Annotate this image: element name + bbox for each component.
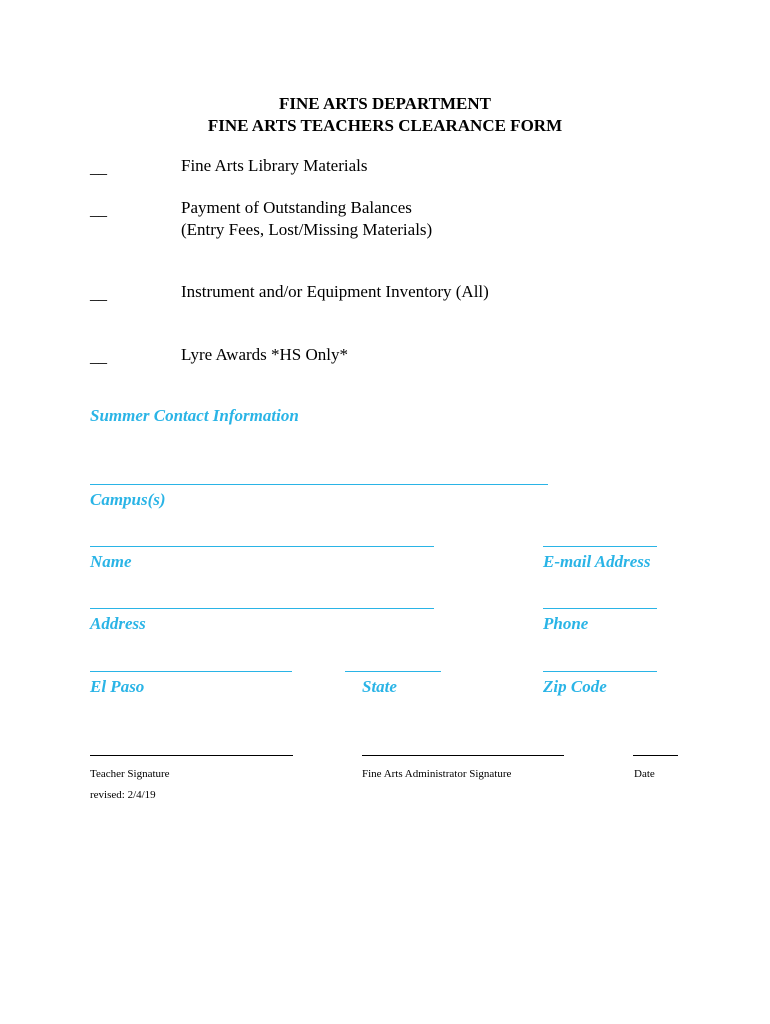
name-label: Name [90,552,132,571]
address-field-line[interactable] [90,608,434,609]
city-field-line[interactable] [90,671,292,672]
revised-date: revised: 2/4/19 [90,789,156,801]
name-field-line[interactable] [90,546,434,547]
checkbox-blank-balances[interactable]: __ [90,200,107,219]
state-label: State [362,677,397,696]
checklist-item-inventory: Instrument and/or Equipment Inventory (All) [181,282,489,301]
zip-field-line[interactable] [543,671,657,672]
checklist-item-library: Fine Arts Library Materials [181,156,368,175]
checklist-item-lyre: Lyre Awards *HS Only* [181,345,349,364]
zip-label: Zip Code [543,677,607,696]
checklist-item-balances-detail: (Entry Fees, Lost/Missing Materials) [181,220,433,239]
checkbox-blank-inventory[interactable]: __ [90,284,107,303]
date-label: Date [634,768,655,780]
date-line[interactable] [633,755,678,756]
phone-field-line[interactable] [543,608,657,609]
city-label: El Paso [90,677,145,696]
checklist-item-balances: Payment of Outstanding Balances [181,198,412,217]
phone-label: Phone [543,614,589,633]
email-label: E-mail Address [543,552,651,571]
summer-contact-heading: Summer Contact Information [90,406,299,425]
email-field-line[interactable] [543,546,657,547]
campus-field-line[interactable] [90,484,548,485]
administrator-signature-line[interactable] [362,755,564,756]
state-field-line[interactable] [345,671,441,672]
checkbox-blank-lyre[interactable]: __ [90,347,107,366]
checkbox-blank-library[interactable]: __ [90,158,107,177]
teacher-signature-line[interactable] [90,755,293,756]
campus-label: Campus(s) [90,490,166,509]
form-title: FINE ARTS TEACHERS CLEARANCE FORM [207,116,563,135]
teacher-signature-label: Teacher Signature [90,768,170,780]
department-title: FINE ARTS DEPARTMENT [279,94,491,113]
administrator-signature-label: Fine Arts Administrator Signature [362,768,512,780]
address-label: Address [90,614,146,633]
